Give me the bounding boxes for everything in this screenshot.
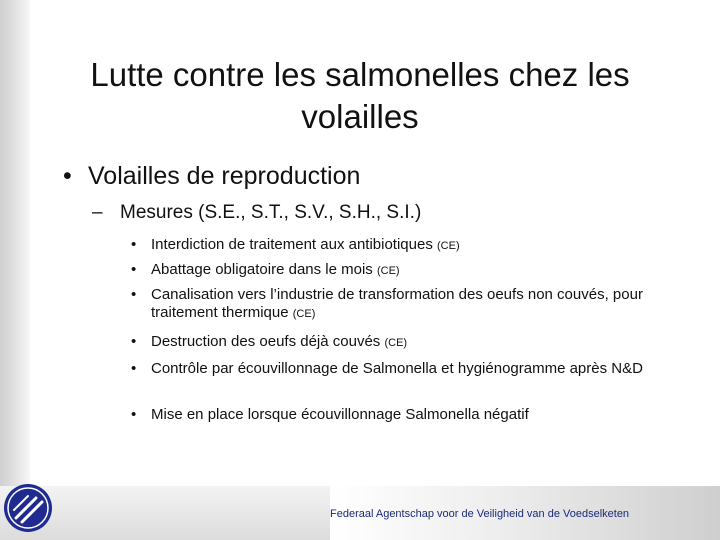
list-item-text: Destruction des oeufs déjà couvés xyxy=(151,333,381,350)
dash-symbol: – xyxy=(92,202,103,223)
bullet-symbol: • xyxy=(131,236,137,253)
title-line-1: Lutte contre les salmonelles chez les xyxy=(90,56,630,93)
title-line-2: volailles xyxy=(301,98,419,135)
list-item xyxy=(131,261,691,280)
bullet-symbol: • xyxy=(131,360,137,377)
list-item-text: Interdiction de traitement aux antibiotiques xyxy=(151,236,433,253)
bullet-symbol: • xyxy=(131,333,137,350)
ce-tag: (CE) xyxy=(292,308,316,320)
bullet-level-1-text: Volailles de reproduction xyxy=(88,162,361,190)
slide-title xyxy=(40,54,680,138)
bullet-symbol: • xyxy=(131,261,137,278)
bullet-level-2 xyxy=(92,202,422,224)
afsca-logo-icon xyxy=(2,482,54,534)
list-item-text: Canalisation vers l’industrie de transformation des oeufs non couvés, pour traitement thermique xyxy=(151,286,643,321)
bullet-level-1 xyxy=(63,162,361,191)
bullet-symbol: • xyxy=(131,286,137,303)
list-item-text: Abattage obligatoire dans le mois xyxy=(151,261,373,278)
list-item xyxy=(131,333,691,352)
ce-tag: (CE) xyxy=(437,240,460,252)
list-item xyxy=(131,406,691,424)
list-item-text: Mise en place lorsque écouvillonnage Salmonella négatif xyxy=(151,406,529,423)
ce-tag: (CE) xyxy=(384,337,408,349)
bullet-symbol: • xyxy=(63,162,72,190)
ce-tag: (CE) xyxy=(376,265,400,277)
bullet-symbol: • xyxy=(131,406,137,423)
bullet-level-2-text: Mesures (S.E., S.T., S.V., S.H., S.I.) xyxy=(120,202,422,223)
list-item xyxy=(131,286,691,323)
left-decor-band xyxy=(0,0,30,540)
footer-agency-name: Federaal Agentschap voor de Veiligheid van de Voedselketen xyxy=(330,508,630,520)
list-item-text: Contrôle par écouvillonnage de Salmonella et hygiénogramme après N&D xyxy=(151,360,643,377)
list-item xyxy=(131,360,691,378)
list-item xyxy=(131,236,691,255)
